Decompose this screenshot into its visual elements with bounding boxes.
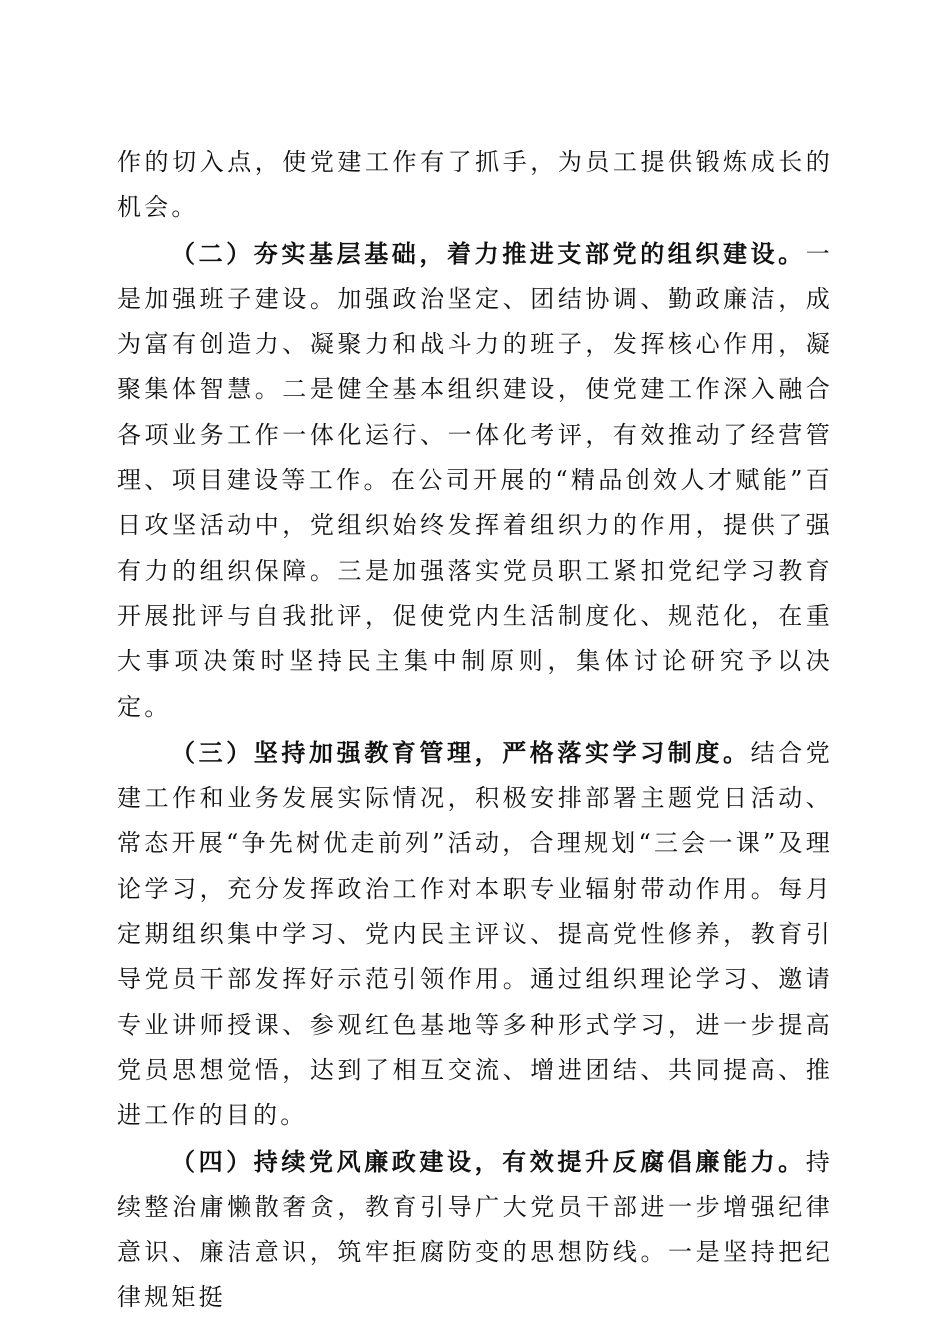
paragraph-text: 一是加强班子建设。加强政治坚定、团结协调、勤政廉洁，成为富有创造力、凝聚力和战斗力的班子，发挥核心作用，凝聚集体智慧。二是健全基本组织建设，使党建工作深入融合各项业务工作一体化运行、一体化考评，有效推动了经营管理、项目建设等工作。在公司开展的“精品创效人才赋能”百日攻坚活动中，党组织始终发挥着组织力的作用，提供了强有力的组织保障。三是加强落实党员职工紧扣党纪学习教育开展批评与自我批评，促使党内生活制度化、规范化，在重大事项决策时坚持民主集中制原则，集体讨论研究予以决定。 <box>117 239 833 721</box>
paragraph-text: 结合党建工作和业务发展实际情况，积极安排部署主题党日活动、常态开展“争先树优走前列”活动，合理规划“三会一课”及理论学习，充分发挥政治工作对本职专业辐射带动作用。每月定期组织集中学习、党内民主评议、提高党性修养，教育引导党员干部发挥好示范引领作用。通过组织理论学习、邀请专业讲师授课、参观红色基地等多种形式学习，进一步提高党员思想觉悟，达到了相互交流、增进团结、共同提高、推进工作的目的。 <box>117 738 833 1130</box>
paragraph-section-3 <box>117 730 833 1139</box>
paragraph-section-2 <box>117 231 833 730</box>
paragraph-text: 作的切入点，使党建工作有了抓手，为员工提供锻炼成长的机会。 <box>117 148 833 222</box>
document-body <box>117 140 833 1321</box>
section-heading: （四）持续党风廉政建设，有效提升反腐倡廉能力。 <box>171 1146 806 1176</box>
section-heading: （二）夯实基层基础，着力推进支部党的组织建设。 <box>171 238 806 268</box>
section-heading: （三）坚持加强教育管理，严格落实学习制度。 <box>171 737 751 767</box>
paragraph-continuation <box>117 140 833 231</box>
paragraph-section-4 <box>117 1139 833 1321</box>
paragraph-text: 持续整治庸懒散奢贪，教育引导广大党员干部进一步增强纪律意识、廉洁意识，筑牢拒腐防变的思想防线。一是坚持把纪律规矩挺 <box>117 1147 833 1312</box>
